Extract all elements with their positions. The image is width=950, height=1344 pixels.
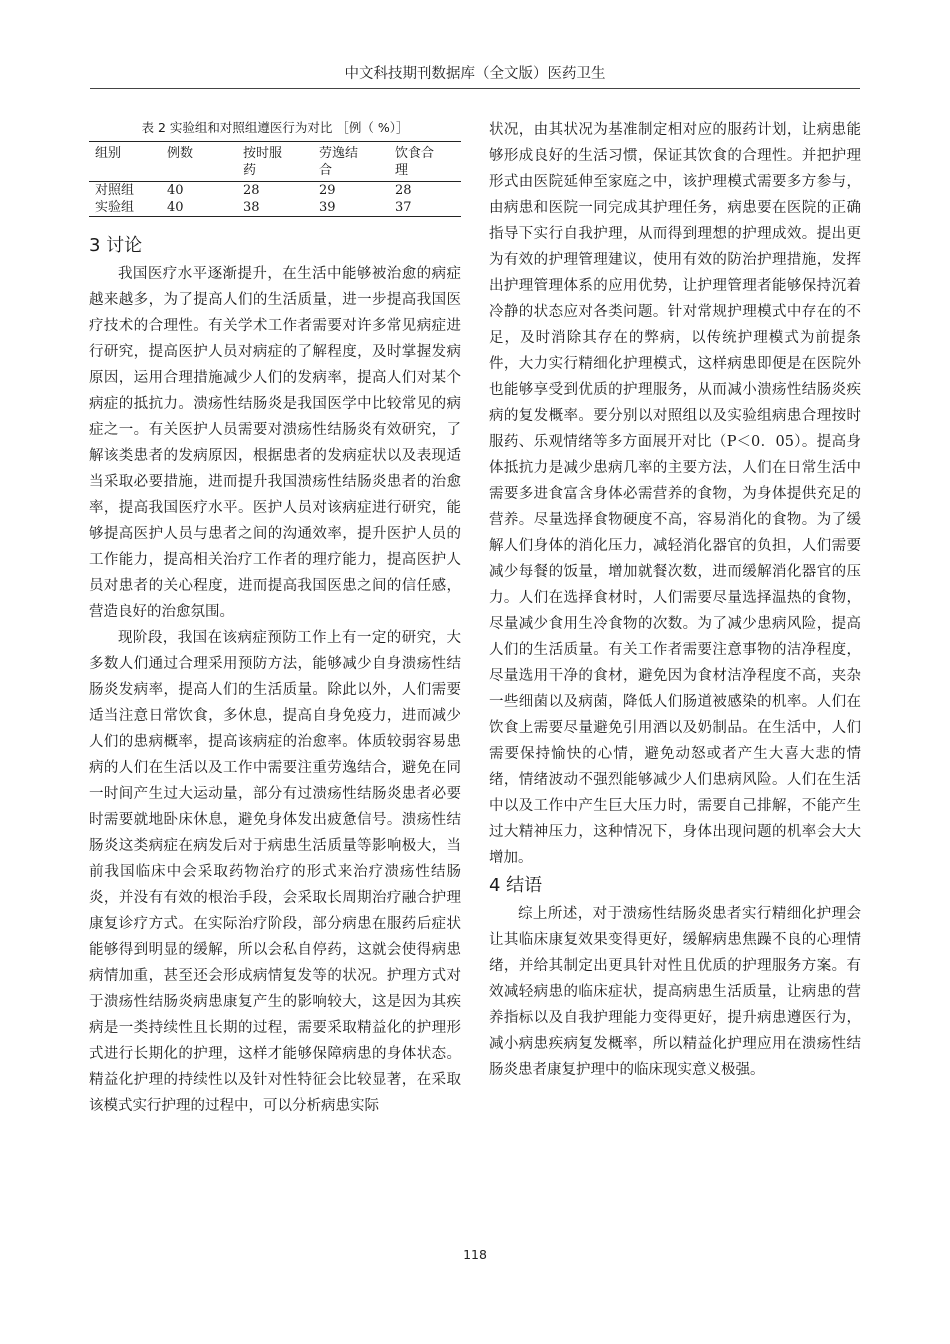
page-number: 118 xyxy=(463,1247,487,1262)
header-on-time-medication xyxy=(243,142,319,182)
table-header-row xyxy=(89,142,461,182)
table-caption: 表 2 实验组和对照组遵医行为对比 ［例（ %）］ xyxy=(141,120,409,135)
table-cell: 实验组 xyxy=(95,200,135,215)
section-3-paragraph-1: 我国医疗水平逐渐提升，在生活中能够被治愈的病症越来越多，为了提高人们的生活质量，进一步提高我国医疗技术的合理性。有关学术工作者需要对许多常见病症进行研究，提高医护人员对病症的了解程度，及时掌握发病原因，运用合理措施减少人们的发病率，提高人们对某个病症的抵抗力。溃疡性结肠炎是我国医学中比较常见的病症之一。有关医护人员需要对溃疡性结肠炎有效研究，了解该类患者的发病原因，根据患者的发病症状以及表现适当采取必要措施，进而提升我国溃疡性结肠炎患者的治愈率，提高我国医疗水平。医护人员对该病症进行研究，能够提高医护人员与患者之间的沟通效率，提升医护人员的工作能力，提高相关治疗工作者的理疗能力，提高医护人员对患者的关心程度，进而提高我国医患之间的信任感，营造良好的治愈氛围。 xyxy=(89,266,461,620)
header-work-rest-balance xyxy=(319,142,395,182)
header-reasonable-diet-label: 饮食合理 xyxy=(395,146,435,178)
compliance-table xyxy=(89,141,461,217)
journal-header: 中文科技期刊数据库（全文版）医药卫生 xyxy=(344,66,606,82)
table-row xyxy=(89,182,461,200)
table-cell: 28 xyxy=(395,183,412,198)
table-cell: 39 xyxy=(319,200,336,215)
table-cell: 40 xyxy=(167,183,184,198)
header-count: 例数 xyxy=(167,146,194,161)
table-cell: 38 xyxy=(243,200,260,215)
table-cell: 28 xyxy=(243,183,260,198)
right-column xyxy=(489,117,861,1083)
table-cell: 对照组 xyxy=(95,183,135,198)
section-3-heading: 3 讨论 xyxy=(89,235,143,256)
header-rule xyxy=(90,88,860,89)
header-group: 组别 xyxy=(95,146,122,161)
table-row xyxy=(89,199,461,217)
header-work-rest-balance-label: 劳逸结合 xyxy=(319,146,359,178)
table-cell: 29 xyxy=(319,183,336,198)
section-3-paragraph-2: 现阶段，我国在该病症预防工作上有一定的研究，大多数人们通过合理采用预防方法，能够减少自身溃疡性结肠炎发病率，提高人们的生活质量。除此以外，人们需要适当注意日常饮食，多休息，提高自身免疫力，进而减少人们的患病概率，提高该病症的治愈率。体质较弱容易患病的人们在生活以及工作中需要注重劳逸结合，避免在同一时间产生过大运动量，部分有过溃疡性结肠炎患者必要时需要就地卧床休息，避免身体发出疲惫信号。溃疡性结肠炎这类病症在病发后对于病患生活质量等影响极大，当前我国临床中会采取药物治疗的形式来治疗溃疡性结肠炎，并没有有效的根治手段，会采取长周期治疗融合护理康复诊疗方式。在实际治疗阶段，部分病患在服药后症状能够得到明显的缓解，所以会私自停药，这就会使得病患病情加重，甚至还会形成病情复发等的状况。护理方式对于溃疡性结肠炎病患康复产生的影响较大，这是因为其疾病是一类持续性且长期的过程，需要采取精益化的护理形式进行长期化的护理，这样才能够保障病患的身体状态。精益化护理的持续性以及针对性特征会比较显著，在采取该模式实行护理的过程中，可以分析病患实际 xyxy=(89,630,461,1114)
left-column xyxy=(89,117,461,1119)
section-4-heading: 4 结语 xyxy=(489,875,543,896)
header-on-time-medication-label: 按时服药 xyxy=(243,146,283,178)
section-4-paragraph-1: 综上所述，对于溃疡性结肠炎患者实行精细化护理会让其临床康复效果变得更好，缓解病患焦躁不良的心理情绪，并给其制定出更具针对性且优质的护理服务方案。有效减轻病患的临床症状，提高病患生活质量，让病患的营养指标以及自我护理能力变得更好，提升病患遵医行为，减小病患疾病复发概率，所以精益化护理应用在溃疡性结肠炎患者康复护理中的临床现实意义极强。 xyxy=(489,906,861,1078)
table-cell: 37 xyxy=(395,200,412,215)
section-3-paragraph-2-continued: 状况，由其状况为基准制定相对应的服药计划，让病患能够形成良好的生活习惯，保证其饮食的合理性。并把护理形式由医院延伸至家庭之中，该护理模式需要多方参与，由病患和医院一同完成其护理任务，病患要在医院的正确指导下实行自我护理，从而得到理想的护理成效。提出更为有效的护理管理建议，使用有效的防治护理措施，发挥出护理管理体系的应用优势，让护理管理者能够保持沉着冷静的状态应对各类问题。针对常规护理模式中存在的不足，及时消除其存在的弊病，以传统护理模式为前提条件，大力实行精细化护理模式，这样病患即便是在医院外也能够享受到优质的护理服务，从而减小溃疡性结肠炎疾病的复发概率。要分别以对照组以及实验组病患合理按时服药、乐观情绪等多方面展开对比（P＜0．05）。提高身体抵抗力是减少患病几率的主要方法，人们在日常生活中需要多进食富含身体必需营养的食物，为身体提供充足的营养。尽量选择食物硬度不高，容易消化的食物。为了缓解人们身体的消化压力，减轻消化器官的负担，人们需要减少每餐的饭量，增加就餐次数，进而缓解消化器官的压力。人们在选择食材时，人们需要尽量选择温热的食物，尽量减少食用生冷食物的次数。为了减少患病风险，提高人们的生活质量。有关工作者需要注意事物的洁净程度，尽量选用干净的食材，避免因为食材洁净程度不高，夹杂一些细菌以及病菌，降低人们肠道被感染的机率。人们在饮食上需要尽量避免引用酒以及奶制品。在生活中，人们需要保持愉快的心情，避免动怒或者产生大喜大悲的情绪，情绪波动不强烈能够减少人们患病风险。人们在生活中以及工作中产生巨大压力时，需要自己排解，不能产生过大精神压力，这种情况下，身体出现问题的机率会大大增加。 xyxy=(489,122,861,866)
header-reasonable-diet xyxy=(395,142,461,182)
table-cell: 40 xyxy=(167,200,184,215)
